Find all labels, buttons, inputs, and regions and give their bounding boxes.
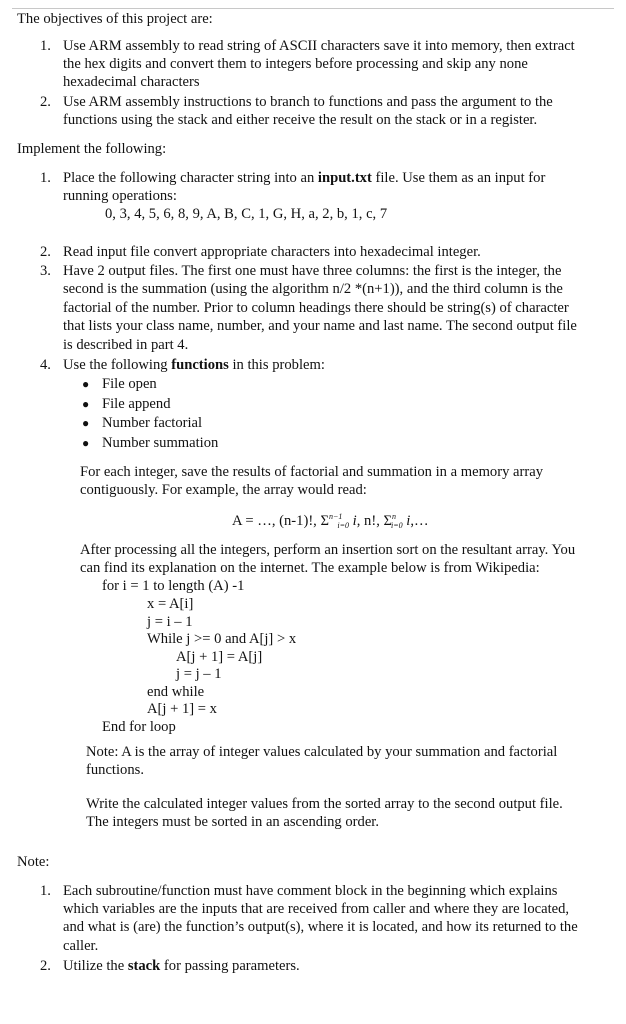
function-file-open: File open <box>102 376 157 392</box>
step-3-line-2: second is the summation (using the algorithm n/2 *(n+1)), and the third column is the <box>63 281 563 297</box>
function-number-summation: Number summation <box>102 435 219 451</box>
step-3-line-1: Have 2 output files. The first one must have three columns: the first is the integer, the <box>63 263 562 279</box>
bullet-dot: ● <box>82 397 90 411</box>
step-1-text-pre: Place the following character string into an <box>63 170 318 186</box>
step-2-text: Read input file convert appropriate characters into hexadecimal integer. <box>63 244 481 260</box>
step-3-line-5: is described in part 4. <box>63 337 189 353</box>
pseudocode-line: End for loop <box>102 719 176 735</box>
step-1-text-post: file. Use them as an input for <box>371 170 546 186</box>
step-4-number: 4. <box>40 357 51 373</box>
objective-1-line-2: the hex digits and convert them to integers before processing and skip any none <box>63 56 528 72</box>
objective-2-line-1: Use ARM assembly instructions to branch to functions and pass the argument to the <box>63 94 553 110</box>
sum-lower-limit-2: i=0 <box>391 521 403 530</box>
formula-start: A = …, (n-1)!, <box>232 513 321 529</box>
input-file-name: input.txt <box>317 170 372 186</box>
step-2-number: 2. <box>40 244 51 260</box>
sort-paragraph-line-2: can find its explanation on the internet. The example below is from Wikipedia: <box>80 560 540 576</box>
array-paragraph-line-1: For each integer, save the results of factorial and summation in a memory array <box>80 464 544 480</box>
pseudocode-line: for i = 1 to length (A) -1 <box>102 578 245 594</box>
array-note-line-1: Note: A is the array of integer values calculated by your summation and factorial <box>86 744 558 760</box>
objective-1-number: 1. <box>40 38 51 54</box>
note-1-line-4: caller. <box>63 938 99 954</box>
step-1-line-1 <box>63 169 545 187</box>
objective-1-line-3: hexadecimal characters <box>63 74 200 90</box>
top-divider <box>12 8 614 9</box>
note-2-text-pre: Utilize the <box>63 958 128 974</box>
pseudocode-line: j = i – 1 <box>147 614 193 630</box>
function-number-factorial: Number factorial <box>102 415 203 431</box>
note-1-number: 1. <box>40 883 51 899</box>
bullet-dot: ● <box>82 436 90 450</box>
step-4-line-1 <box>63 356 325 374</box>
objective-2-line-2: functions using the stack and either receive the result on the stack or in a register. <box>63 112 538 128</box>
stack-bold: stack <box>127 958 161 974</box>
formula-mid: , n!, <box>356 513 384 529</box>
pseudocode-line: A[j + 1] = x <box>147 701 217 717</box>
step-3-number: 3. <box>40 263 51 279</box>
step-4-text-post: in this problem: <box>228 357 325 373</box>
step-3-line-4: that lists your class name, number, and your name and last name. The second output file <box>63 318 577 334</box>
pseudocode-line: A[j + 1] = A[j] <box>176 649 263 665</box>
sort-paragraph-line-1: After processing all the integers, perform an insertion sort on the resultant array. You <box>80 542 576 558</box>
pseudocode-line: j = j – 1 <box>176 666 222 682</box>
objective-1-line-1: Use ARM assembly to read string of ASCII characters save it into memory, then extract <box>63 38 575 54</box>
array-paragraph-line-2: contiguously. For example, the array would read: <box>80 482 367 498</box>
function-file-append: File append <box>102 396 171 412</box>
array-formula <box>232 512 429 532</box>
bullet-dot: ● <box>82 377 90 391</box>
write-paragraph-line-1: Write the calculated integer values from the sorted array to the second output file. <box>86 796 563 812</box>
sigma-symbol: Σ <box>383 513 392 529</box>
note-1-line-1: Each subroutine/function must have comment block in the beginning which explains <box>63 883 558 899</box>
bullet-dot: ● <box>82 416 90 430</box>
formula-end: ,… <box>410 513 429 529</box>
sum-lower-limit-1: i=0 <box>337 521 350 530</box>
note-1-line-2: which variables are the inputs that are received from caller and where they are located, <box>63 901 570 917</box>
functions-bold: functions <box>171 357 229 373</box>
note-2-number: 2. <box>40 958 51 974</box>
note-heading: Note: <box>17 854 50 870</box>
pseudocode-line: While j >= 0 and A[j] > x <box>147 631 297 647</box>
write-paragraph-line-2: The integers must be sorted in an ascending order. <box>86 814 380 830</box>
objective-2-number: 2. <box>40 94 51 110</box>
sum-term-2: i <box>406 513 411 529</box>
array-note-line-2: functions. <box>86 762 144 778</box>
sum-term-1: i <box>352 513 357 529</box>
implement-heading: Implement the following: <box>17 141 167 157</box>
pseudocode-line: end while <box>147 684 205 700</box>
note-2-text-post: for passing parameters. <box>160 958 300 974</box>
sum-upper-limit-2: n <box>392 512 396 521</box>
pseudocode-line: x = A[i] <box>147 596 194 612</box>
step-1-line-2: running operations: <box>63 188 177 204</box>
note-2-line <box>63 957 300 975</box>
step-1-number: 1. <box>40 170 51 186</box>
step-4-text-pre: Use the following <box>63 357 172 373</box>
step-3-line-3: factorial of the number. Prior to column headings there should be string(s) of character <box>63 300 569 316</box>
sum-upper-limit-1: n−1 <box>328 512 343 521</box>
objectives-heading: The objectives of this project are: <box>17 11 213 27</box>
input-character-string: 0, 3, 4, 5, 6, 8, 9, A, B, C, 1, G, H, a, 2, b, 1, c, 7 <box>105 206 388 222</box>
sigma-symbol: Σ <box>320 513 329 529</box>
note-1-line-3: and what is (are) the function’s output(s), where it is located, and how its returned to the <box>63 919 578 935</box>
